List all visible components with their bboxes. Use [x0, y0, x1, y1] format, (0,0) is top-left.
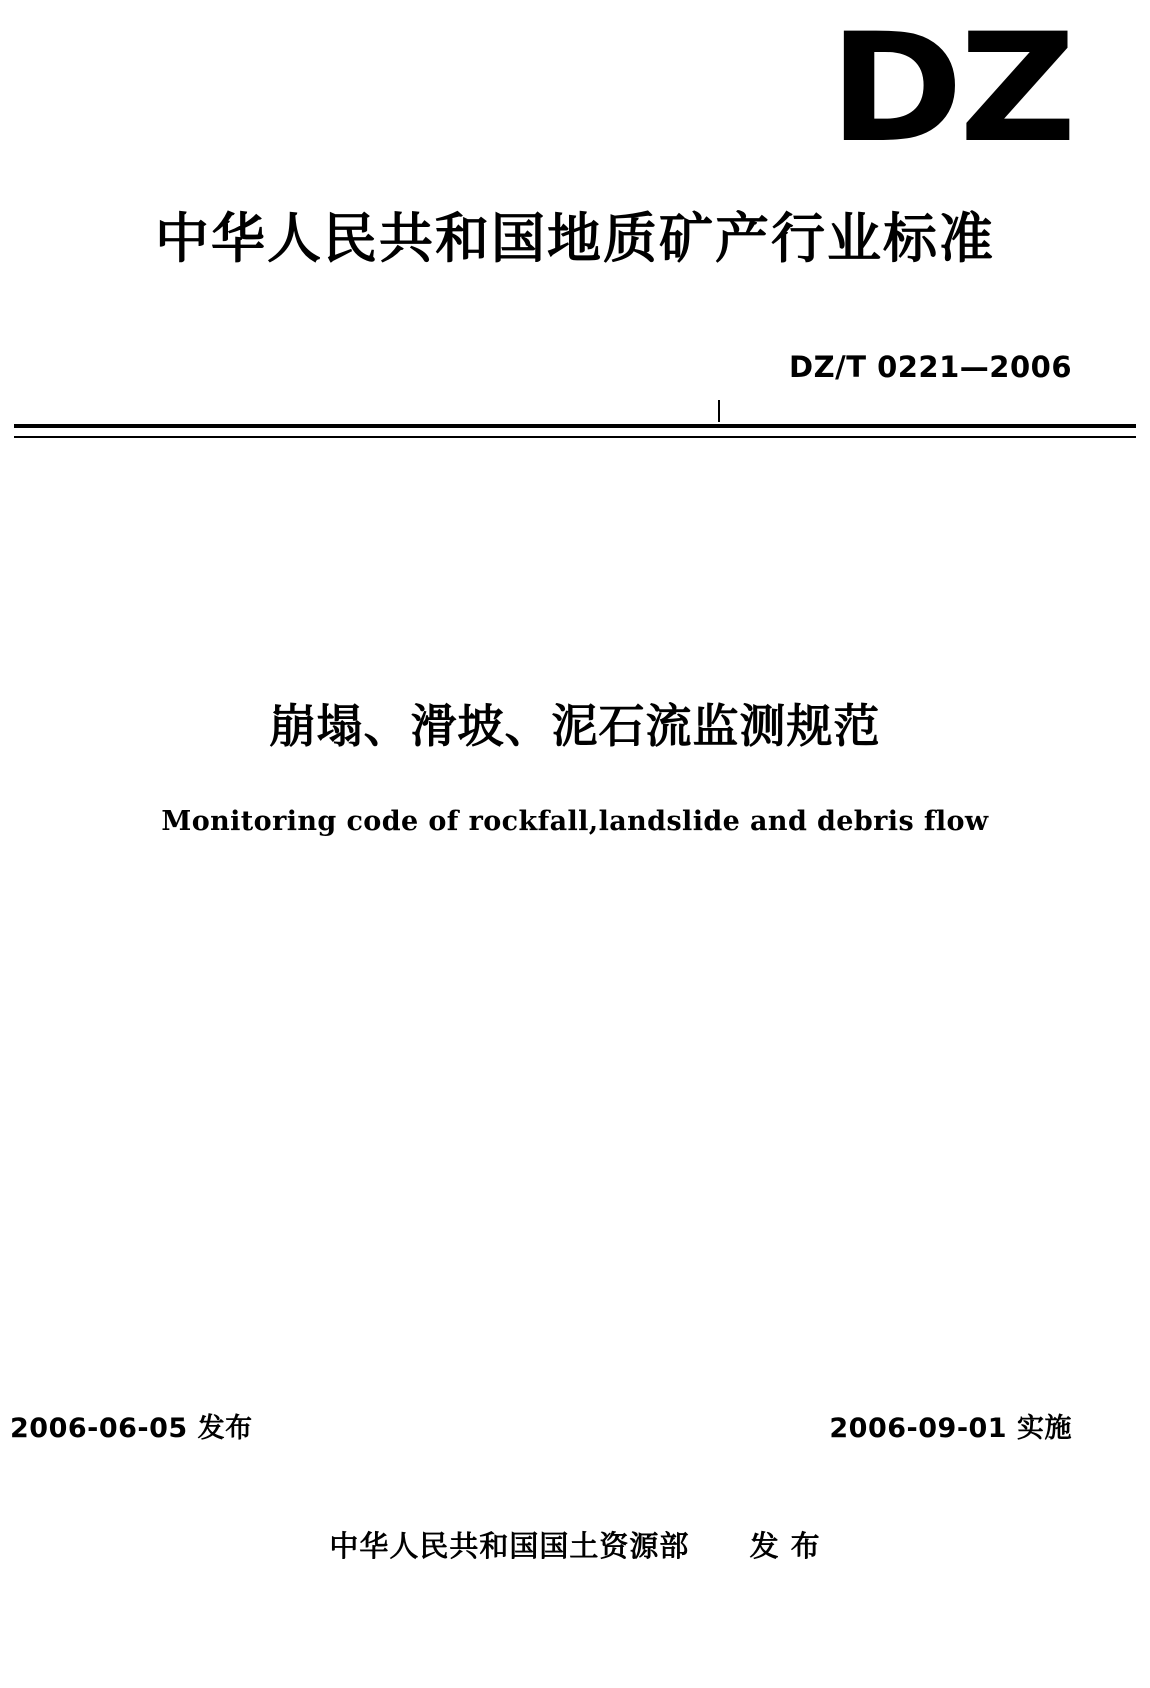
- standard-body-title: 中华人民共和国地质矿产行业标准: [155, 207, 995, 270]
- issuer-name: 中华人民共和国国土资源部: [329, 1529, 690, 1563]
- issuer-action: 发 布: [749, 1529, 821, 1563]
- issue-date: 2006-06-05 发布: [10, 1413, 253, 1444]
- standard-number: DZ/T 0221—2006: [789, 350, 1072, 384]
- effective-date: 2006-09-01 实施: [829, 1413, 1072, 1444]
- dz-logo-mark: DZ: [828, 2, 1072, 176]
- document-title-english: Monitoring code of rockfall,landslide and debris flow: [161, 806, 989, 837]
- divider-rule-thick: [14, 424, 1136, 428]
- document-title-chinese: 崩塌、滑坡、泥石流监测规范: [269, 699, 881, 753]
- divider-rule-thin: [14, 436, 1136, 438]
- issuer-line: [0, 1524, 1150, 1565]
- rule-tick-mark: [718, 400, 720, 422]
